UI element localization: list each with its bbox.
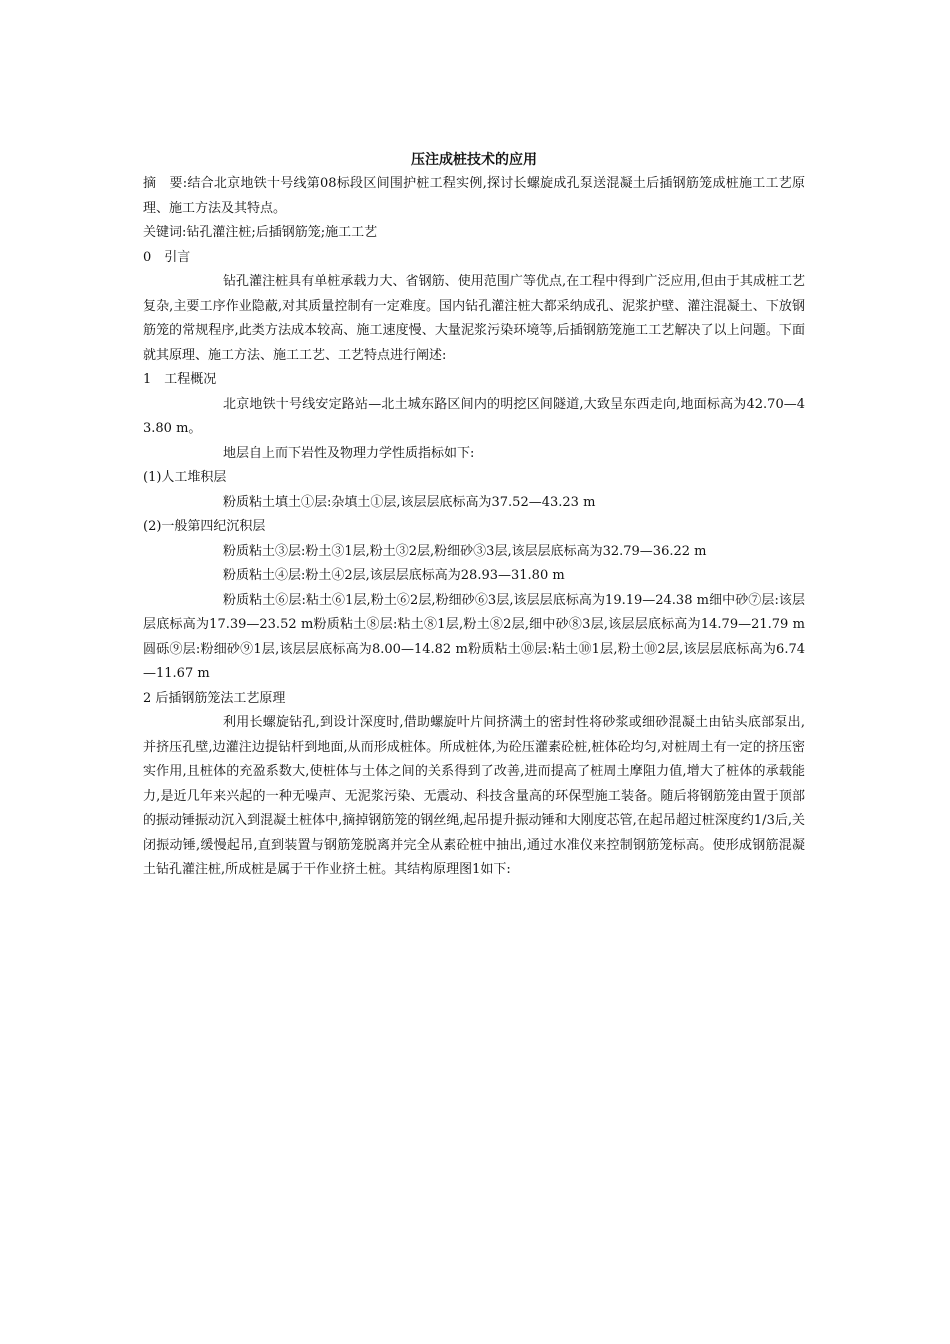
paragraph-introduction: 钻孔灌注桩具有单桩承载力大、省钢筋、使用范围广等优点,在工程中得到广泛应用,但由于其成桩工艺复杂,主要工序作业隐蔽,对其质量控制有一定难度。国内钻孔灌注桩大都采纳成孔、泥浆护壁、灌注混凝土、下放钢筋笼的常规程序,此类方法成本较高、施工速度慢、大量泥浆污染环境等,后插钢筋笼施工工艺解决了以上问题。下面就其原理、施工方法、施工工艺、工艺特点进行阐述: (143, 274, 805, 363)
section-heading-introduction: 0 引言 (143, 249, 191, 265)
paragraph-strata-intro: 地层自上而下岩性及物理力学性质指标如下: (223, 445, 475, 461)
section-heading-project-overview: 1 工程概况 (143, 372, 217, 387)
abstract: 摘 要:结合北京地铁十号线第08标段区间围护桩工程实例,探讨长螺旋成孔泵送混凝土后插钢筋笼成桩施工工艺原理、施工方法及其特点。 (143, 176, 805, 216)
paragraph-layer-fill: 粉质粘土填土①层:杂填土①层,该层层底标高为37.52—43.23 m (223, 494, 596, 510)
paragraph-layer-6-to-10: 粉质粘土⑥层:粘土⑥1层,粉土⑥2层,粉细砂⑥3层,该层层底标高为19.19—24.38 m细中砂⑦层:该层层底标高为17.39—23.52 m粉质粘土⑧层:粘土⑧1层,粉土⑧2层,细中砂⑧3层,该层层底标高为14.79—21.79 m圆砾⑨层:粉细砂⑨1层,该层层底标高为8.00—14.82 m粉质粘土⑩层:粘土⑩1层,粉土⑩2层,该层层底标高为6.74—11.67 m (143, 592, 805, 681)
paragraph-principle: 利用长螺旋钻孔,到设计深度时,借助螺旋叶片间挤满土的密封性将砂浆或细砂混凝土由钻头底部泵出,并挤压孔壁,边灌注边提钻杆到地面,从而形成桩体。所成桩体,为砼压灌素砼桩,桩体砼均匀,对桩周土有一定的挤压密实作用,且桩体的充盈系数大,使桩体与土体之间的关系得到了改善,进而提高了桩周土摩阻力值,增大了桩体的承载能力,是近几年来兴起的一种无噪声、无泥浆污染、无震动、科技含量高的环保型施工装备。随后将钢筋笼由置于顶部的振动锤振动沉入到混凝土桩体中,摘掉钢筋笼的钢丝绳,起吊提升振动锤和大刚度芯管,在起吊超过桩深度约1/3后,关闭振动锤,缓慢起吊,直到装置与钢筋笼脱离并完全从素砼桩中抽出,通过水准仪来控制钢筋笼标高。使形成钢筋混凝土钻孔灌注桩,所成桩是属于干作业挤土桩。其结构原理图1如下: (143, 715, 805, 877)
paragraph-project-location: 北京地铁十号线安定路站—北土城东路区间内的明挖区间隧道,大致呈东西走向,地面标高为42.70—43.80 m。 (143, 396, 805, 436)
layer-heading-quaternary: (2)一般第四纪沉积层 (143, 519, 266, 534)
document-page (143, 148, 805, 883)
section-heading-principle: 2 后插钢筋笼法工艺原理 (143, 690, 286, 706)
paragraph-layer-4: 粉质粘土④层:粉土④2层,该层层底标高为28.93—31.80 m (223, 568, 565, 583)
paragraph-layer-3: 粉质粘土③层:粉土③1层,粉土③2层,粉细砂③3层,该层层底标高为32.79—36.22 m (223, 543, 707, 559)
document-title: 压注成桩技术的应用 (411, 152, 537, 168)
layer-heading-artificial-fill: (1)人工堆积层 (143, 470, 227, 485)
keywords: 关键词:钻孔灌注桩;后插钢筋笼;施工工艺 (143, 225, 378, 240)
